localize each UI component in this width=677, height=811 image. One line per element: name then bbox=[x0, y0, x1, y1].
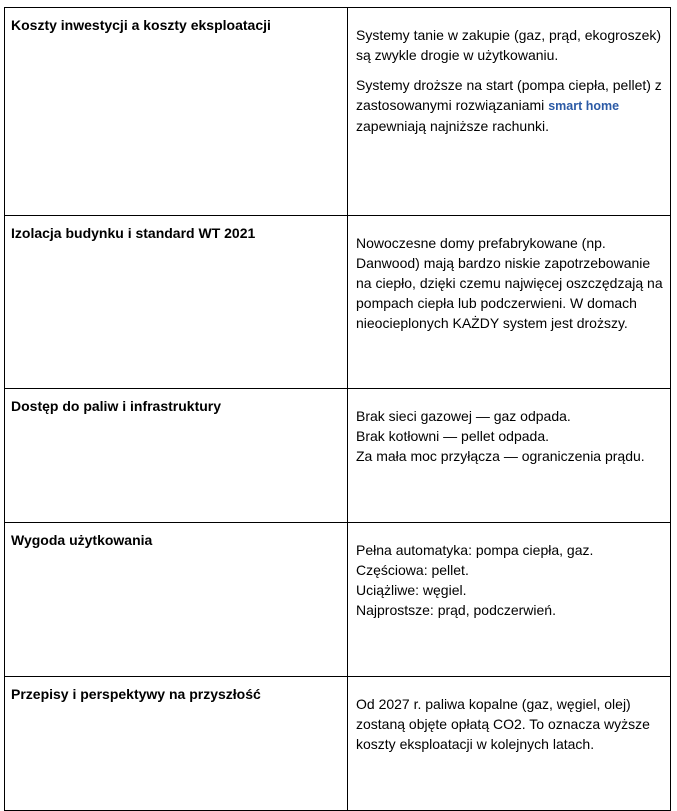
smart-home-link[interactable]: smart home bbox=[548, 99, 620, 113]
comparison-table bbox=[4, 7, 671, 811]
costs-paragraph-2 bbox=[356, 75, 664, 136]
row-content-convenience bbox=[348, 523, 671, 677]
fuel-access-line: Brak sieci gazowej — gaz odpada. bbox=[356, 408, 571, 424]
costs-paragraph-2-start: Systemy droższe na start (pompa ciepła, pellet) z zastosowanymi rozwiązaniami bbox=[356, 77, 662, 113]
table-row bbox=[5, 523, 671, 677]
table-row bbox=[5, 216, 671, 389]
fuel-access-line: Za mała moc przyłącza — ograniczenia prądu. bbox=[356, 448, 645, 464]
convenience-line: Uciążliwe: węgiel. bbox=[356, 582, 467, 598]
row-content-insulation bbox=[348, 216, 671, 389]
convenience-line: Pełna automatyka: pompa ciepła, gaz. bbox=[356, 542, 594, 558]
convenience-line: Najprostsze: prąd, podczerwień. bbox=[356, 602, 556, 618]
row-heading-costs: Koszty inwestycji a koszty eksploatacji bbox=[5, 8, 348, 216]
table-row bbox=[5, 8, 671, 216]
costs-paragraph-1: Systemy tanie w zakupie (gaz, prąd, ekogroszek) są zwykle drogie w użytkowaniu. bbox=[356, 27, 662, 63]
row-heading-regulations: Przepisy i perspektywy na przyszłość bbox=[5, 677, 348, 811]
insulation-paragraph: Nowoczesne domy prefabrykowane (np. Danwood) mają bardzo niskie zapotrzebowanie na ciepło, dzięki czemu najwięcej oszczędzają na pompach ciepła lub podczerwieni. W domach nieocieplonych KAŻDY system jest droższy. bbox=[356, 235, 663, 331]
row-content-costs bbox=[348, 8, 671, 216]
regulations-paragraph: Od 2027 r. paliwa kopalne (gaz, węgiel, olej) zostaną objęte opłatą CO2. To oznacza wyższe koszty eksploatacji w kolejnych latach. bbox=[356, 696, 650, 752]
row-heading-insulation: Izolacja budynku i standard WT 2021 bbox=[5, 216, 348, 389]
fuel-access-line: Brak kotłowni — pellet odpada. bbox=[356, 428, 549, 444]
row-content-fuel-access bbox=[348, 389, 671, 523]
table-row bbox=[5, 389, 671, 523]
table-row bbox=[5, 677, 671, 811]
costs-paragraph-2-end: zapewniają najniższe rachunki. bbox=[356, 118, 549, 134]
row-heading-convenience: Wygoda użytkowania bbox=[5, 523, 348, 677]
row-content-regulations bbox=[348, 677, 671, 811]
convenience-line: Częściowa: pellet. bbox=[356, 562, 469, 578]
row-heading-fuel-access: Dostęp do paliw i infrastruktury bbox=[5, 389, 348, 523]
